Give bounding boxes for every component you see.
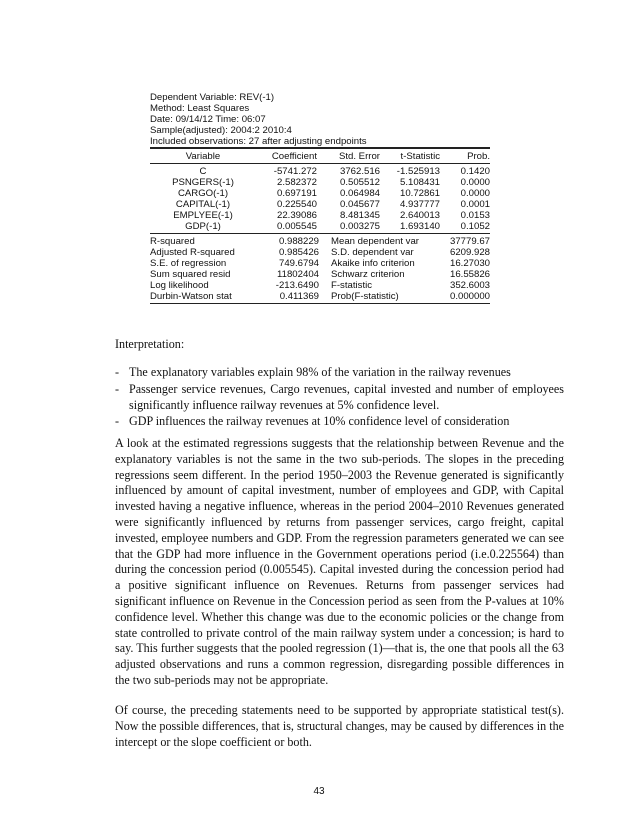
list-item-text: GDP influences the railway revenues at 10% confidence level of consideration xyxy=(129,414,510,429)
date-time-line: Date: 09/14/12 Time: 06:07 xyxy=(150,114,266,125)
stat-label: S.E. of regression xyxy=(150,258,227,269)
stat-label: Schwarz criterion xyxy=(331,269,405,280)
table-row xyxy=(150,280,490,291)
std-error-cell: 0.064984 xyxy=(339,188,380,199)
t-statistic-cell: 5.108431 xyxy=(399,177,440,188)
list-item xyxy=(115,365,564,381)
stat-value: 0.411369 xyxy=(279,291,319,302)
stat-label: Sum squared resid xyxy=(150,269,231,280)
stat-label: Mean dependent var xyxy=(331,236,420,247)
coefficient-cell: -5741.272 xyxy=(273,166,317,177)
sample-line: Sample(adjusted): 2004:2 2010:4 xyxy=(150,125,292,136)
list-item xyxy=(115,382,564,414)
t-statistic-cell: -1.525913 xyxy=(396,166,440,177)
dependent-variable-line: Dependent Variable: REV(-1) xyxy=(150,92,275,103)
variable-cell: PSNGERS(-1) xyxy=(172,177,234,188)
table-row xyxy=(150,199,490,210)
std-error-cell: 0.505512 xyxy=(339,177,380,188)
bullet-marker: - xyxy=(115,381,120,396)
t-statistic-cell: 10.72861 xyxy=(399,188,440,199)
summary-statistics-table xyxy=(150,233,490,304)
list-item-text: Passenger service revenues, Cargo revenues, capital invested and number of employees significantly influence railway revenues at 5% confidence level. xyxy=(129,381,564,412)
stat-value: 6209.928 xyxy=(449,247,490,258)
coefficient-cell: 0.697191 xyxy=(276,188,317,199)
regression-output xyxy=(150,92,490,304)
stat-value: 352.6003 xyxy=(449,280,490,291)
stat-label: R-squared xyxy=(150,236,195,247)
t-statistic-cell: 2.640013 xyxy=(399,210,440,221)
stat-value: -213.6490 xyxy=(275,280,319,291)
std-error-cell: 8.481345 xyxy=(339,210,380,221)
column-header: Prob. xyxy=(440,149,490,164)
stat-value: 16.27030 xyxy=(449,258,490,269)
variable-cell: C xyxy=(199,166,207,177)
bullet-marker: - xyxy=(115,365,120,379)
list-item xyxy=(115,414,564,430)
t-statistic-cell: 1.693140 xyxy=(399,221,440,232)
table-row xyxy=(150,247,490,258)
table-row xyxy=(150,188,490,199)
table-row xyxy=(150,164,490,178)
page-number: 43 xyxy=(313,786,325,797)
stat-label: S.D. dependent var xyxy=(331,247,414,258)
variable-cell: CARGO(-1) xyxy=(177,188,229,199)
conclusion-paragraph: Of course, the preceding statements need to be supported by appropriate statistical test(s). Now the possible differences, that is, structural changes, may be caused by differences in the intercept or the slope coefficient or both. xyxy=(115,703,564,749)
column-header: Variable xyxy=(150,149,256,164)
method-line: Method: Least Squares xyxy=(150,103,250,114)
stat-label: F-statistic xyxy=(331,280,373,291)
table-row xyxy=(150,221,490,233)
stat-label: Prob(F-statistic) xyxy=(331,291,399,302)
std-error-cell: 3762.516 xyxy=(339,166,380,177)
list-item-text: The explanatory variables explain 98% of the variation in the railway revenues xyxy=(129,365,511,379)
observations-line: Included observations: 27 after adjusting endpoints xyxy=(150,136,490,148)
table-row xyxy=(150,269,490,280)
prob-cell: 0.0000 xyxy=(460,177,490,188)
table-row xyxy=(150,210,490,221)
coefficient-table xyxy=(150,148,490,233)
prob-cell: 0.0153 xyxy=(460,210,490,221)
stat-label: Akaike info criterion xyxy=(331,258,415,269)
interpretation-list xyxy=(115,365,564,431)
table-row xyxy=(150,291,490,304)
prob-cell: 0.0000 xyxy=(460,188,490,199)
variable-cell: GDP(-1) xyxy=(185,221,221,232)
variable-cell: EMPLYEE(-1) xyxy=(173,210,233,221)
bullet-marker: - xyxy=(115,414,120,429)
prob-cell: 0.0001 xyxy=(460,199,490,210)
prob-cell: 0.1052 xyxy=(460,221,490,232)
prob-cell: 0.1420 xyxy=(460,166,490,177)
coefficient-cell: 2.582372 xyxy=(276,177,317,188)
stat-value: 0.000000 xyxy=(449,291,490,302)
stat-value: 11802404 xyxy=(277,269,319,280)
column-header: Std. Error xyxy=(317,149,380,164)
table-row xyxy=(150,234,490,248)
coefficient-cell: 0.225540 xyxy=(276,199,317,210)
stat-value: 37779.67 xyxy=(449,236,490,247)
column-header: Coefficient xyxy=(256,149,317,164)
table-row xyxy=(150,177,490,188)
coefficient-header-row xyxy=(150,149,490,164)
stat-value: 0.988229 xyxy=(278,236,319,247)
stat-value: 749.6794 xyxy=(278,258,319,269)
analysis-paragraph: A look at the estimated regressions suggests that the relationship between Revenue and the explanatory variables is not the same in the two sub-periods. The slopes in the preceding regressions seem different. In the period 1950–2003 the Revenue generated is significantly influenced by amount of capital investment, number of employees and GDP, with Capital invested having a negative influence, whereas in the period 2004–2010 Revenues generated were significantly influenced by returns from passenger services, cargo freight, capital invested, employee numbers and GDP. From the regression parameters generated we can see that the GDP had more influence in the Government operations period (i.e.0.225564) than during the concession period (0.005545). Capital invested during the concession period had a positive significant influence on Revenues. Returns from passenger services had significant influence on Revenue in the Concession period as seen from the P-values at 10% confidence level. Whether this change was due to the economic policies or the change from state controlled to private control of the main railway system under a concession; is hard to say. This further suggests that the pooled regression (1)—that is, the one that pools all the 63 adjusted observations and runs a common regression, disregarding possible differences in the two sub-periods may not be appropriate. xyxy=(115,436,564,687)
table-row xyxy=(150,258,490,269)
coefficient-cell: 0.005545 xyxy=(276,221,317,232)
stat-value: 16.55826 xyxy=(449,269,490,280)
stat-label: Log likelihood xyxy=(150,280,209,291)
std-error-cell: 0.003275 xyxy=(339,221,380,232)
stat-value: 0.985426 xyxy=(278,247,319,258)
interpretation-heading: Interpretation: xyxy=(115,337,185,351)
regression-header xyxy=(150,92,490,148)
stat-label: Adjusted R-squared xyxy=(150,247,235,258)
stat-label: Durbin-Watson stat xyxy=(150,291,232,302)
t-statistic-cell: 4.937777 xyxy=(399,199,440,210)
column-header: t-Statistic xyxy=(380,149,440,164)
coefficient-cell: 22.39086 xyxy=(276,210,317,221)
std-error-cell: 0.045677 xyxy=(339,199,380,210)
variable-cell: CAPITAL(-1) xyxy=(175,199,231,210)
